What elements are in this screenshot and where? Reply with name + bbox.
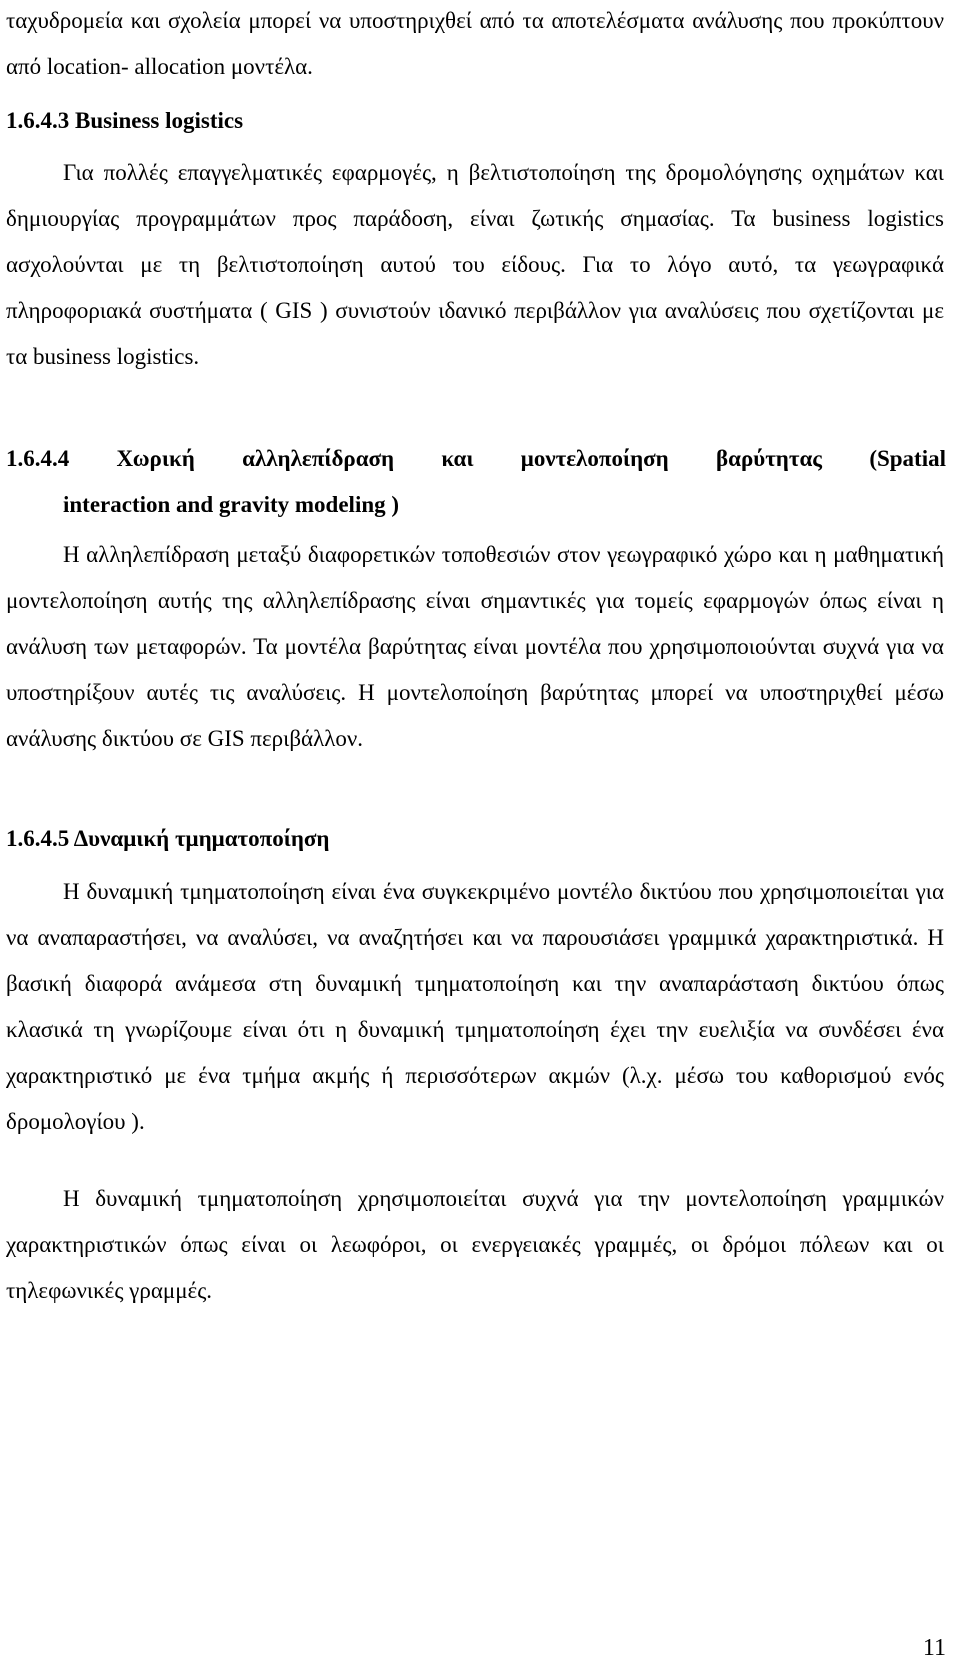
heading-word: 1.6.4.4 bbox=[6, 446, 70, 471]
page-number: 11 bbox=[922, 1635, 946, 1661]
dynamic-segmentation-paragraph-2: Η δυναμική τμηματοποίηση χρησιμοποιείται συχνά για την μοντελοποίηση γραμμικών χαρακτηριστικών όπως είναι οι λεωφόροι, οι ενεργειακές γραμμές, οι δρόμοι πόλεων και οι τηλεφωνικές γραμμές. bbox=[6, 1186, 944, 1303]
section-heading-business-logistics: 1.6.4.3 Business logistics bbox=[6, 108, 244, 133]
heading-word: μοντελοποίηση bbox=[520, 446, 669, 471]
heading-word: (Spatial bbox=[869, 446, 946, 471]
heading-word: βαρύτητας bbox=[716, 446, 823, 471]
dynamic-segmentation-paragraph-1: Η δυναμική τμηματοποίηση είναι ένα συγκεκριμένο μοντέλο δικτύου που χρησιμοποιείται για να αναπαραστήσει, να αναλύσει, να αναζητήσει και να παρουσιάσει γραμμικά χαρακτηριστικά. Η βασική διαφορά ανάμεσα στη δυναμική τμηματοποίηση και την αναπαράσταση δικτύου όπως κλασικά τη γνωρίζουμε είναι ότι η δυναμική τμηματοποίηση έχει την ευελιξία να συνδέσει ένα χαρακτηριστικό με ένα τμήμα ακμής ή περισσότερων ακμών (λ.χ. μέσω του καθορισμού ενός δρομολογίου ). bbox=[6, 879, 944, 1134]
intro-paragraph: ταχυδρομεία και σχολεία μπορεί να υποστηριχθεί από τα αποτελέσματα ανάλυσης που προκύπτουν από location- allocation μοντέλα. bbox=[6, 8, 944, 79]
heading-line-2: interaction and gravity modeling ) bbox=[63, 492, 400, 517]
section-heading-dynamic-segmentation: 1.6.4.5 Δυναμική τμηματοποίηση bbox=[6, 826, 330, 851]
heading-word: Χωρική bbox=[116, 446, 195, 471]
section-heading-spatial-interaction bbox=[6, 436, 946, 528]
heading-line-1 bbox=[6, 436, 946, 482]
heading-word: και bbox=[441, 446, 474, 471]
spatial-interaction-paragraph: Η αλληλεπίδραση μεταξύ διαφορετικών τοποθεσιών στον γεωγραφικό χώρο και η μαθηματική μοντελοποίηση αυτής της αλληλεπίδρασης είναι σημαντικές για τομείς εφαρμογών όπως είναι η ανάλυση των μεταφορών. Τα μοντέλα βαρύτητας είναι μοντέλα που χρησιμοποιούνται συχνά για να υποστηρίξουν αυτές τις αναλύσεις. Η μοντελοποίηση βαρύτητας μπορεί να υποστηριχθεί μέσω ανάλυσης δικτύου σε GIS περιβάλλον. bbox=[6, 542, 944, 751]
heading-word: αλληλεπίδραση bbox=[242, 446, 395, 471]
business-logistics-paragraph: Για πολλές επαγγελματικές εφαρμογές, η βελτιστοποίηση της δρομολόγησης οχημάτων και δημιουργίας προγραμμάτων προς παράδοση, είναι ζωτικής σημασίας. Τα business logistics ασχολούνται με τη βελτιστοποίηση αυτού του είδους. Για το λόγο αυτό, τα γεωγραφικά πληροφοριακά συστήματα ( GIS ) συνιστούν ιδανικό περιβάλλον για αναλύσεις που σχετίζονται με τα business logistics. bbox=[6, 160, 944, 369]
